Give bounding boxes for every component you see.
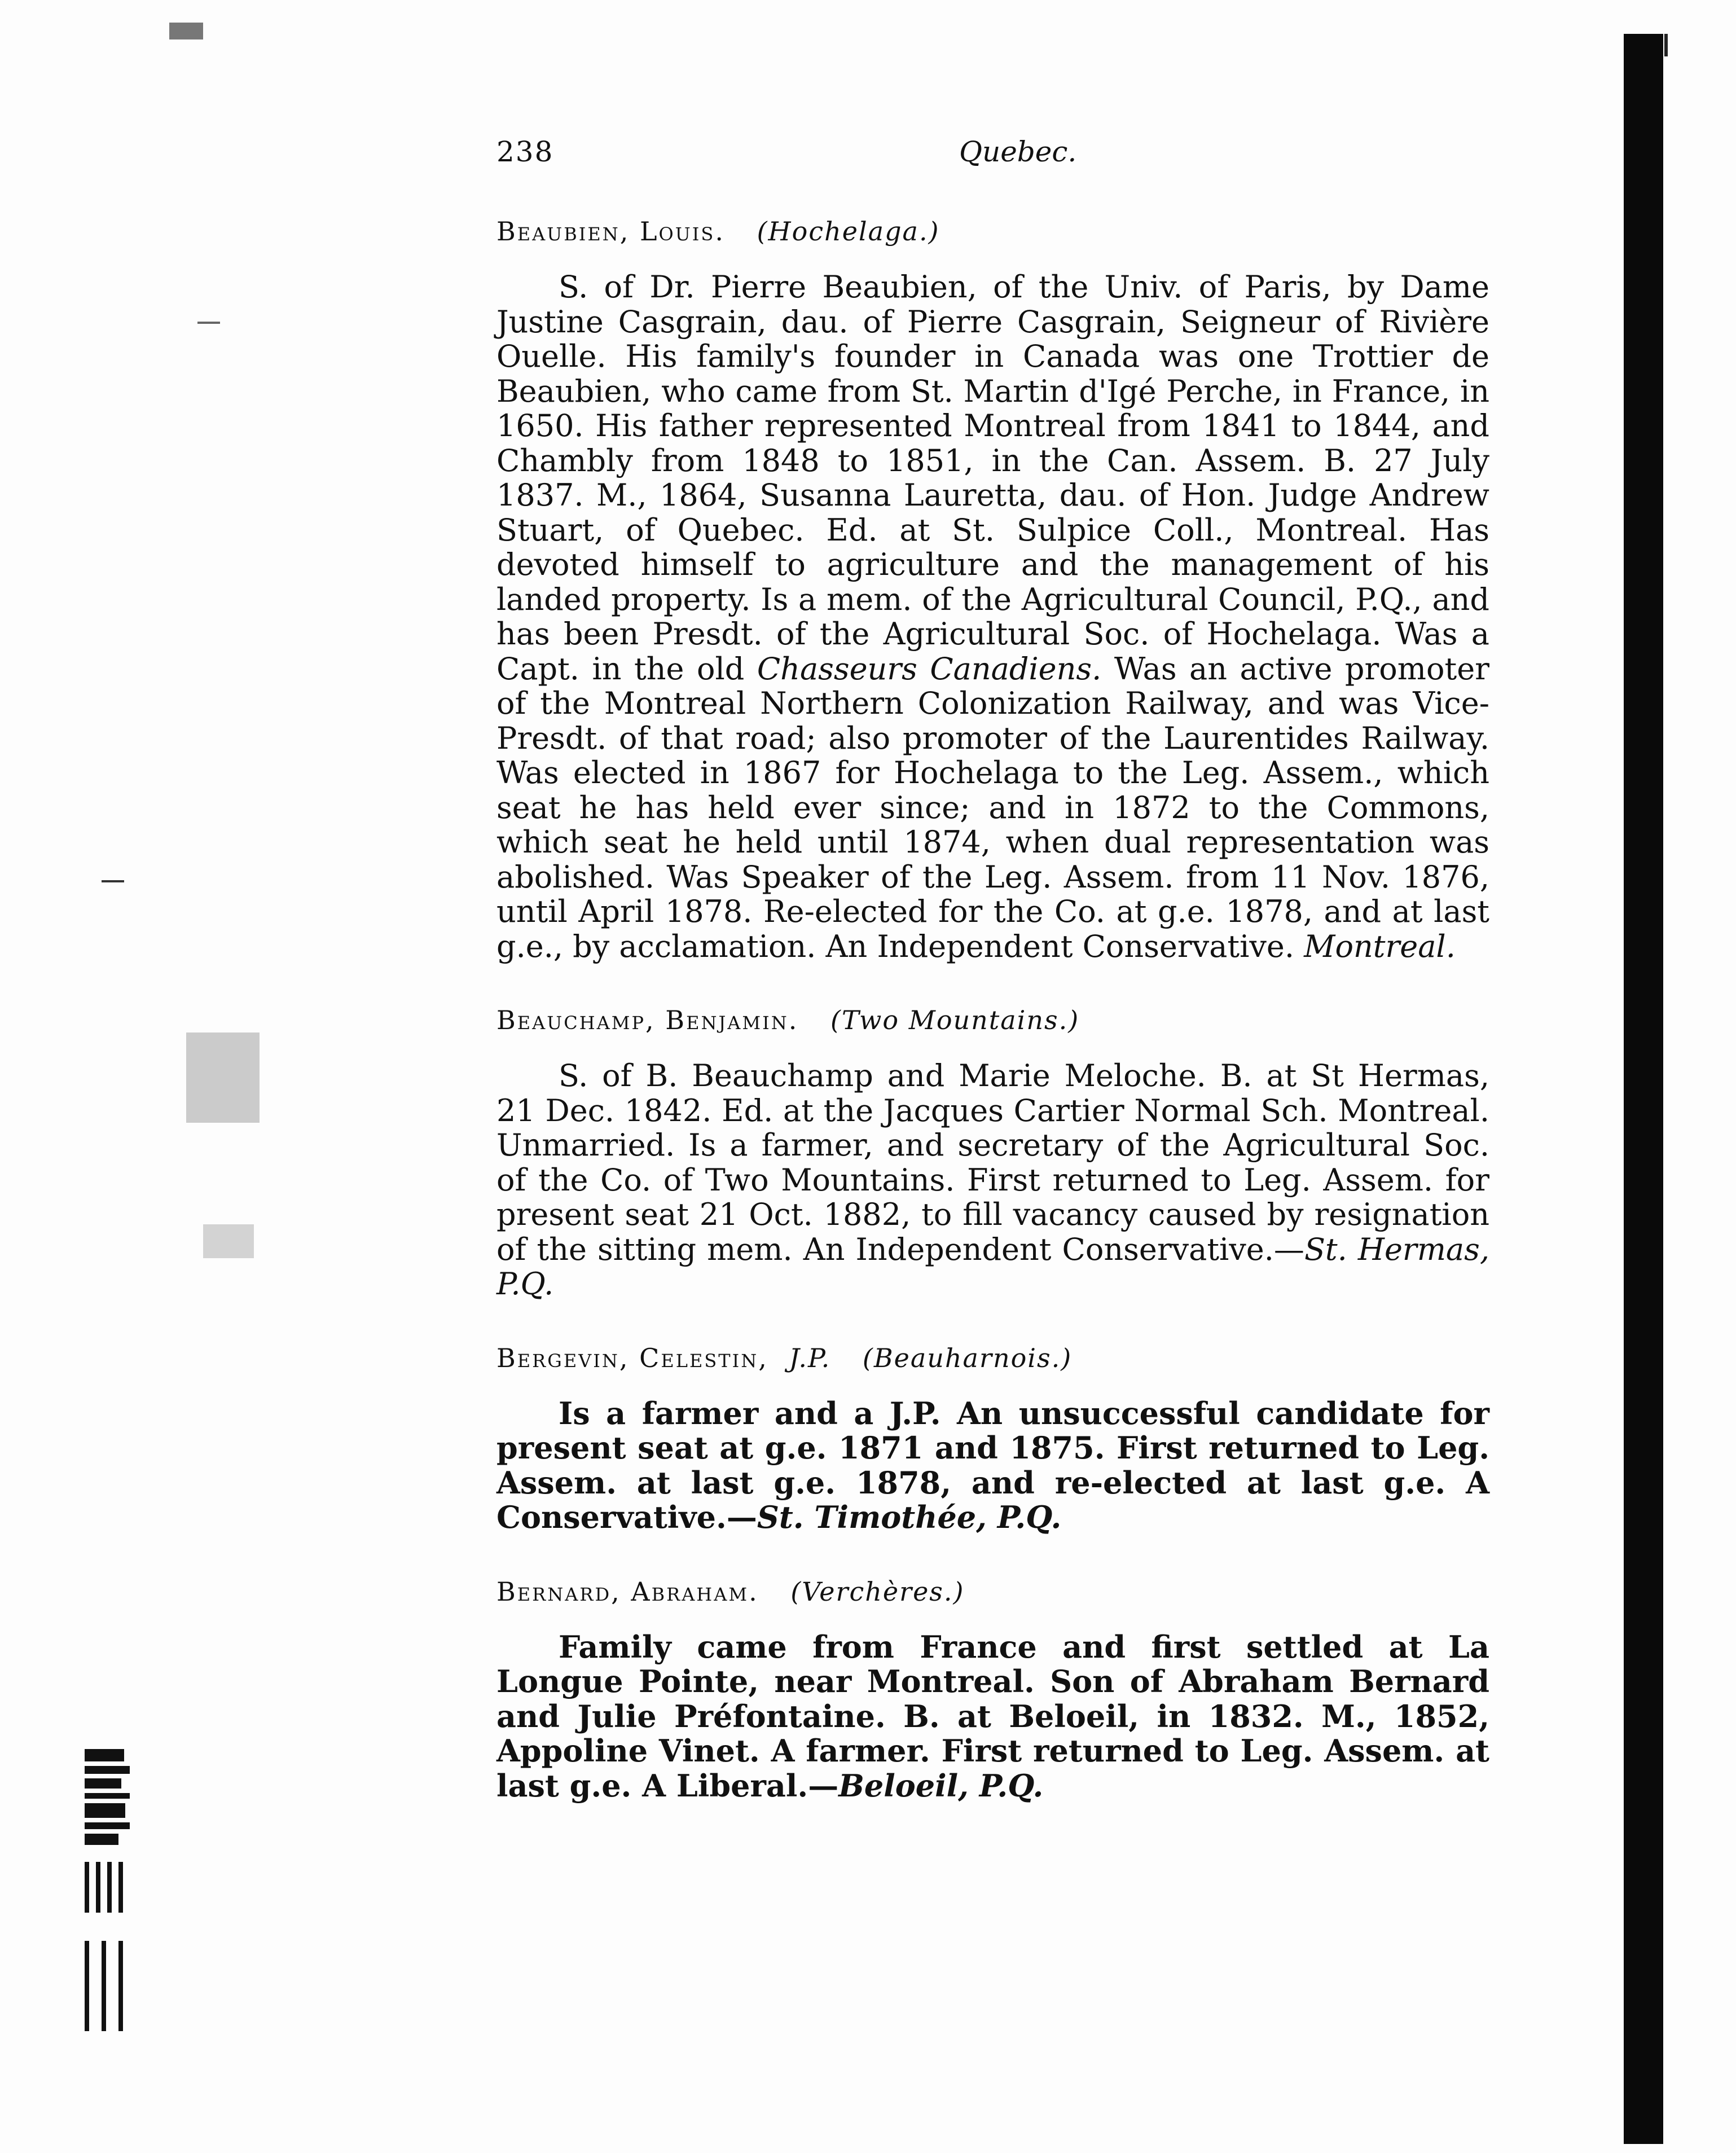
page-header (496, 135, 1512, 186)
entry-address: Beloeil, P.Q. (838, 1767, 1044, 1804)
entry-text: Family came from France and first settled at La Longue Pointe, near Montreal. Son of Abraham Bernard and Julie Préfontaine. B. at Beloeil, in 1832. M., 1852, Appoline Vinet. A farmer. First returned to Leg. Assem. at last g.e. A Liberal.— (496, 1628, 1489, 1804)
entry-name: Beauchamp, Benjamin. (496, 1005, 799, 1035)
biography-entry (496, 1575, 1489, 1804)
margin-speck (203, 1224, 254, 1258)
entry-body (496, 1396, 1489, 1535)
entry-address: St. Hermas, P.Q. (496, 1231, 1489, 1302)
margin-speck (197, 322, 220, 324)
margin-speck (169, 23, 203, 39)
entry-address: Montreal. (1304, 928, 1456, 964)
entry-heading (496, 214, 1489, 248)
entry-name: Beaubien, Louis. (496, 216, 725, 247)
entry-riding: (Two Mountains.) (830, 1005, 1080, 1035)
entry-text: S. of Dr. Pierre Beaubien, of the Univ. of Paris, by Dame Justine Casgrain, dau. of Pierre Casgrain, Seigneur of Rivière Ouelle. His family's founder in Canada was one Trottier de Beaubien, who came from St. Martin d'Igé Perche, in France, in 1650. His father represented Montreal from 1841 to 1844, and Chambly from 1848 to 1851, in the Can. Assem. B. 27 July 1837. M., 1864, Susanna Lauretta, dau. of Hon. Judge Andrew Stuart, of Quebec. Ed. at St. Sulpice Coll., Montreal. Has devoted himself to agriculture and the management of his landed property. Is a mem. of the Agricultural Council, P.Q., and has been Presdt. of the Agricultural Soc. of Hochelaga. Was a Capt. in the old (496, 269, 1489, 687)
entry-heading (496, 1575, 1489, 1609)
biography-entry (496, 1003, 1489, 1302)
margin-speck (102, 880, 124, 882)
entry-name: Bergevin, Celestin, (496, 1342, 768, 1373)
page-number: 238 (496, 135, 554, 168)
entry-address: St. Timothée, P.Q. (757, 1499, 1062, 1535)
entry-riding: (Verchères.) (790, 1576, 965, 1607)
entry-text: Was an active promoter of the Montreal Northern Colonization Railway, and was Vice-Presdt. of that road; also promoter of the Laurentides Railway. Was elected in 1867 for Hochelaga to the Leg. Assem., which seat he has held ever since; and in 1872 to the Commons, which seat he held until 1874, when dual representation was abolished. Was Speaker of the Leg. Assem. from 11 Nov. 1876, until April 1878. Re-elected for the Co. at g.e. 1878, and at last g.e., by acclamation. An Independent Conservative. (496, 651, 1489, 964)
entry-name: Bernard, Abraham. (496, 1576, 759, 1607)
binding-edge-mark (1664, 34, 1668, 56)
entry-body (496, 1058, 1489, 1302)
entry-title: J.P. (789, 1342, 831, 1373)
entry-body (496, 270, 1489, 964)
entry-heading (496, 1003, 1489, 1037)
scanner-barcode (85, 1749, 130, 2042)
entry-text: Is a farmer and a J.P. An unsuccessful candidate for present seat at g.e. 1871 and 1875. First returned to Leg. Assem. at last g.e. 1878, and re-elected at last g.e. A Conservative.— (496, 1395, 1489, 1535)
biography-list (496, 214, 1489, 1843)
biography-entry (496, 1341, 1489, 1535)
entry-body (496, 1630, 1489, 1804)
entry-text: S. of B. Beauchamp and Marie Meloche. B. at St Hermas, 21 Dec. 1842. Ed. at the Jacques Cartier Normal Sch. Montreal. Unmarried. Is a farmer, and secretary of the Agricultural Soc. of the Co. of Two Mountains. First returned to Leg. Assem. for present seat 21 Oct. 1882, to fill vacancy caused by resignation of the sitting mem. An Independent Conservative.— (496, 1058, 1489, 1267)
biography-entry (496, 214, 1489, 964)
entry-heading (496, 1341, 1489, 1375)
binding-edge-shadow (1624, 34, 1663, 2144)
entry-riding: (Hochelaga.) (757, 216, 940, 247)
running-head: Quebec. (959, 135, 1077, 168)
entry-riding: (Beauharnois.) (862, 1342, 1073, 1373)
entry-text-italic: Chasseurs Canadiens. (757, 651, 1102, 687)
margin-speck (186, 1032, 260, 1123)
